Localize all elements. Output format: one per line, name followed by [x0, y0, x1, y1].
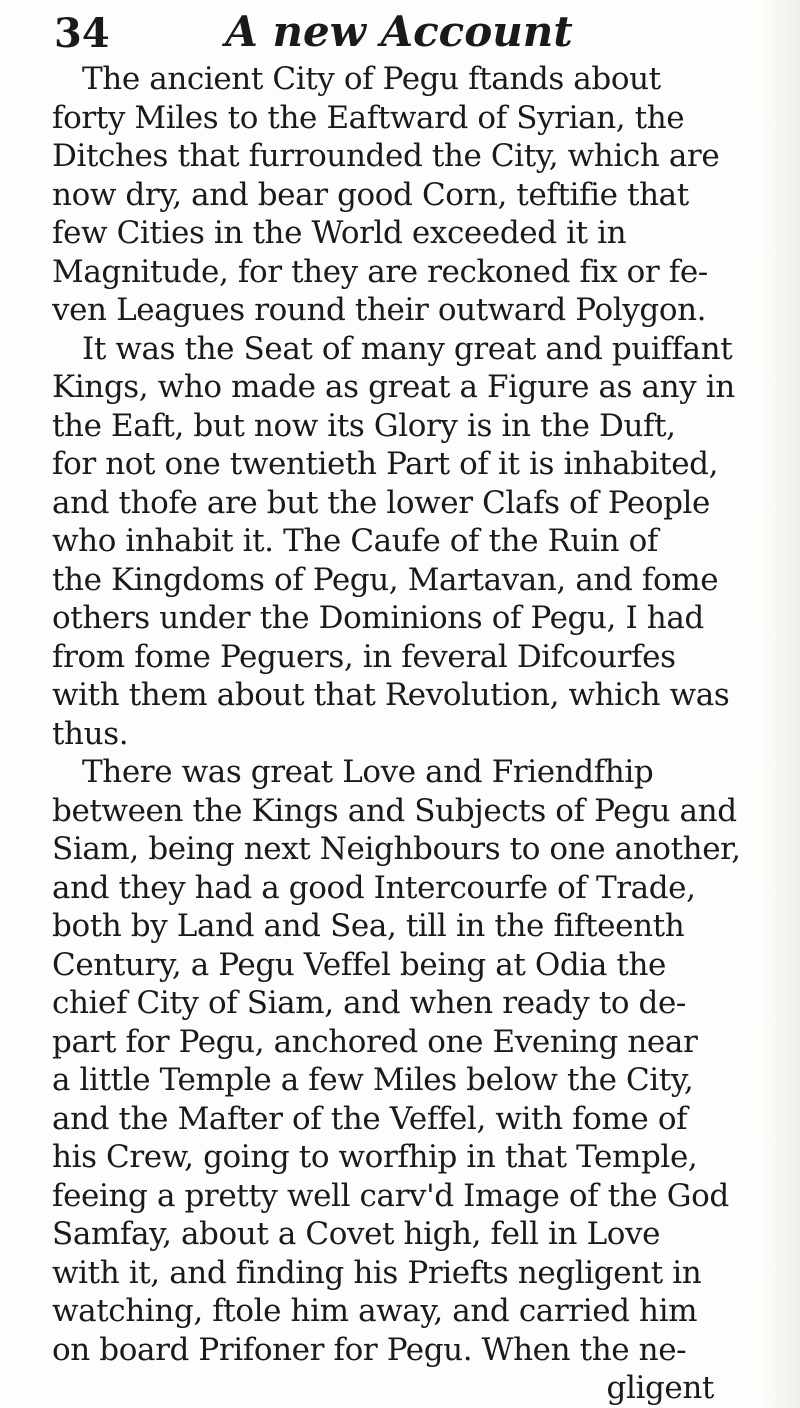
- text-line: between the Kings and Subjects of Pegu and: [52, 792, 737, 829]
- text-line: part for Pegu, anchored one Evening near: [52, 1023, 698, 1060]
- text-line: There was great Love and Friendfhip: [82, 754, 654, 790]
- text-line: with it, and finding his Priefts negligent in: [52, 1254, 702, 1291]
- text-line: Siam, being next Neighbours to one another,: [52, 831, 741, 867]
- running-head: [54, 6, 744, 60]
- text-line: and the Mafter of the Veffel, with fome of: [52, 1100, 688, 1137]
- text-line: the Kingdoms of Pegu, Martavan, and fome: [52, 561, 719, 598]
- text-line: a little Temple a few Miles below the City,: [52, 1062, 694, 1098]
- text-line: his Crew, going to worfhip in that Temple,: [52, 1139, 698, 1175]
- text-line: others under the Dominions of Pegu, I had: [52, 600, 704, 636]
- text-line: chief City of Siam, and when ready to de-: [52, 985, 687, 1021]
- text-line: with them about that Revolution, which was: [52, 677, 730, 713]
- text-line: who inhabit it. The Caufe of the Ruin of: [52, 523, 658, 559]
- text-line: Century, a Pegu Veffel being at Odia the: [52, 946, 666, 983]
- text-line: for not one twentieth Part of it is inhabited,: [52, 446, 719, 482]
- body-text: [52, 60, 752, 1408]
- catchword: gligent: [606, 1370, 714, 1406]
- text-line: feeing a pretty well carv'd Image of the God: [52, 1177, 729, 1214]
- text-line: thus.: [52, 715, 129, 752]
- page-gutter-shadow: [758, 0, 800, 1408]
- text-line: and thofe are but the lower Clafs of People: [52, 484, 711, 521]
- text-line: The ancient City of Pegu ftands about: [82, 61, 661, 97]
- running-title: A new Account: [225, 7, 573, 56]
- text-line: It was the Seat of many great and puiffant: [82, 330, 733, 367]
- text-line: Ditches that furrounded the City, which are: [52, 138, 720, 174]
- text-line: Magnitude, for they are reckoned fix or fe-: [52, 253, 708, 290]
- text-line: Samfay, about a Covet high, fell in Love: [52, 1216, 661, 1252]
- text-line: Kings, who made as great a Figure as any in: [52, 369, 735, 405]
- text-line: on board Prifoner for Pegu. When the ne-: [52, 1331, 687, 1368]
- page-number: 34: [54, 10, 110, 57]
- text-line: watching, ftole him away, and carried him: [52, 1293, 698, 1329]
- text-line: few Cities in the World exceeded it in: [52, 215, 627, 251]
- text-line: ven Leagues round their outward Polygon.: [52, 292, 707, 328]
- text-line: from fome Peguers, in feveral Difcourfes: [52, 638, 676, 675]
- text-line: forty Miles to the Eaftward of Syrian, the: [52, 99, 685, 136]
- text-line: and they had a good Intercourfe of Trade,: [52, 869, 696, 906]
- text-line: now dry, and bear good Corn, teftifie that: [52, 176, 689, 213]
- text-line: both by Land and Sea, till in the fifteenth: [52, 908, 685, 944]
- text-line: the Eaft, but now its Glory is in the Duft,: [52, 407, 676, 444]
